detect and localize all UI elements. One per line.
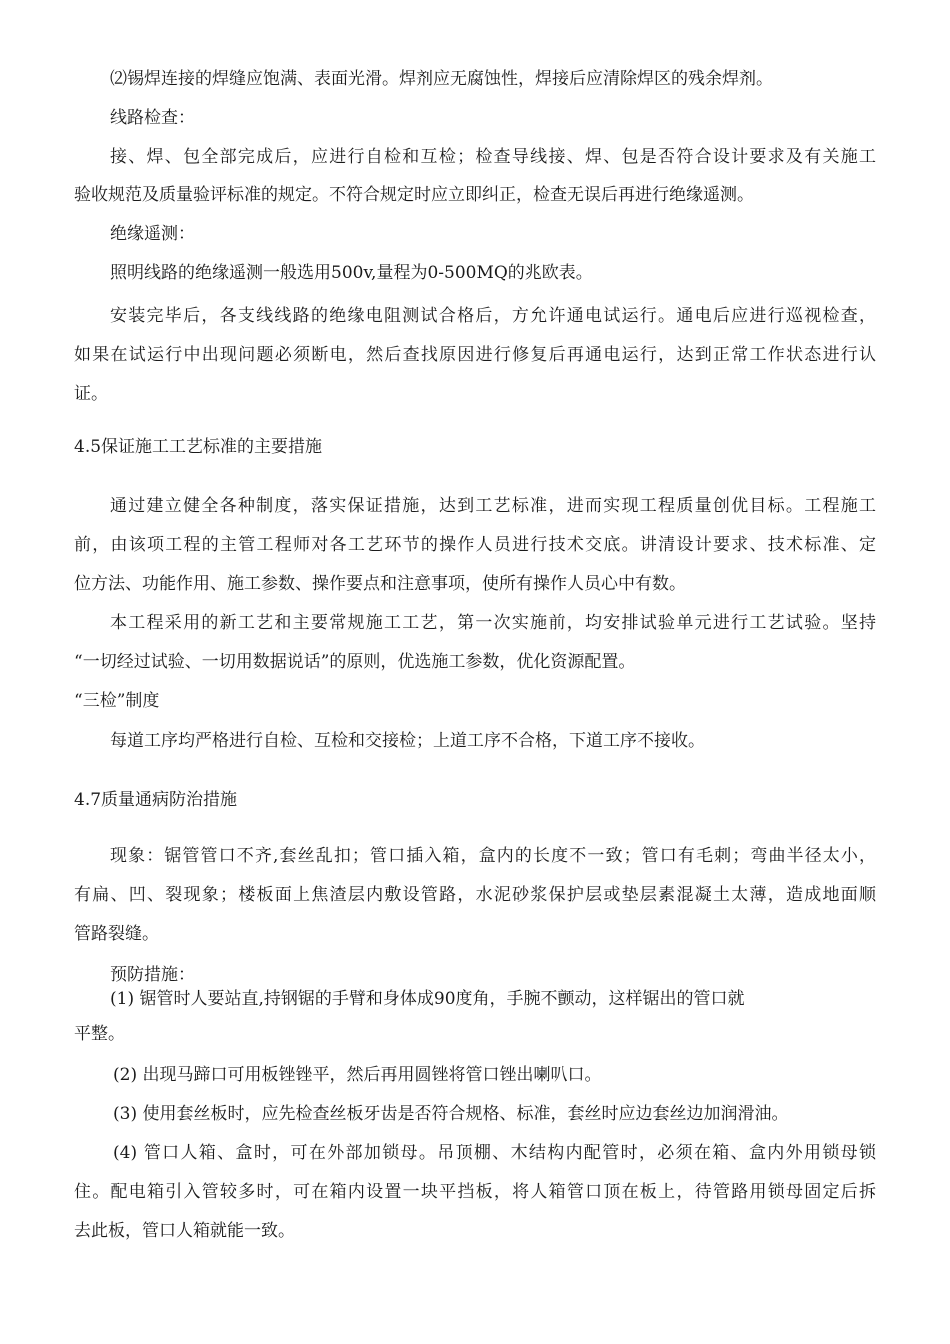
text-line: 现象：锯管管口不齐,套丝乱扣；管口插入箱，盒内的长度不一致；管口有毛刺；弯曲半径太小， xyxy=(110,846,876,866)
text-line: 本工程采用的新工艺和主要常规施工工艺，第一次实施前，均安排试验单元进行工艺试验。坚持 xyxy=(110,613,876,633)
heading-three-checks: “三检”制度 xyxy=(74,691,160,711)
text-line: 住。配电箱引入管较多时，可在箱内设置一块平挡板，将人箱管口顶在板上，待管路用锁母固定后拆 xyxy=(74,1182,876,1202)
list-item-3: (3) 使用套丝板时，应先检查丝板牙齿是否符合规格、标准，套丝时应边套丝边加润滑油。 xyxy=(113,1104,789,1124)
section-heading-4-5: 4.5保证施工工艺标准的主要措施 xyxy=(74,437,323,457)
text-line: “一切经过试验、一切用数据说话”的原则，优选施工参数，优化资源配置。 xyxy=(74,652,636,672)
text-line-solder-joint: ⑵锡焊连接的焊缝应饱满、表面光滑。焊剂应无腐蚀性，焊接后应清除焊区的残余焊剂。 xyxy=(110,69,773,89)
text-line: 位方法、功能作用、施工参数、操作要点和注意事项，使所有操作人员心中有数。 xyxy=(74,574,686,594)
text-line: 前，由该项工程的主管工程师对各工艺环节的操作人员进行技术交底。讲清设计要求、技术标准、定 xyxy=(74,535,876,555)
text-line: 有扁、凹、裂现象；楼板面上焦渣层内敷设管路，水泥砂浆保护层或垫层素混凝土太薄，造成地面顺 xyxy=(74,885,876,905)
section-heading-4-7: 4.7质量通病防治措施 xyxy=(74,790,238,810)
list-item-4: (4) 管口人箱、盒时，可在外部加锁母。吊顶棚、木结构内配管时，必须在箱、盒内外用锁母锁 xyxy=(113,1143,876,1163)
text-line: 通过建立健全各种制度，落实保证措施，达到工艺标准，进而实现工程质量创优目标。工程施工 xyxy=(110,496,876,516)
text-line: 平整。 xyxy=(74,1024,125,1044)
text-line: 每道工序均严格进行自检、互检和交接检；上道工序不合格，下道工序不接收。 xyxy=(110,731,705,751)
text-line: 如果在试运行中出现问题必须断电，然后查找原因进行修复后再通电运行，达到正常工作状态进行认 xyxy=(74,345,876,365)
text-line: 验收规范及质量验评标准的规定。不符合规定时应立即纠正，检查无误后再进行绝缘遥测。 xyxy=(74,185,754,205)
text-line: 接、焊、包全部完成后，应进行自检和互检；检查导线接、焊、包是否符合设计要求及有关施工 xyxy=(110,147,876,167)
text-line: 去此板，管口人箱就能一致。 xyxy=(74,1221,295,1241)
heading-prevention: 预防措施： xyxy=(110,965,195,985)
text-line: 安装完毕后，各支线线路的绝缘电阻测试合格后，方允许通电试运行。通电后应进行巡视检查， xyxy=(110,306,876,326)
text-line: 管路裂缝。 xyxy=(74,924,159,944)
list-item-2: (2) 出现马蹄口可用板锉锉平，然后再用圆锉将管口锉出喇叭口。 xyxy=(113,1065,602,1085)
list-item-1: (1) 锯管时人要站直,持钢锯的手臂和身体成90度角，手腕不颤动，这样锯出的管口就 xyxy=(110,989,745,1009)
heading-line-inspection: 线路检查： xyxy=(110,108,195,128)
text-line: 证。 xyxy=(74,384,108,404)
heading-insulation-test: 绝缘遥测： xyxy=(110,224,195,244)
text-line: 照明线路的绝缘遥测一般选用500v,量程为0-500MQ的兆欧表。 xyxy=(110,263,593,283)
